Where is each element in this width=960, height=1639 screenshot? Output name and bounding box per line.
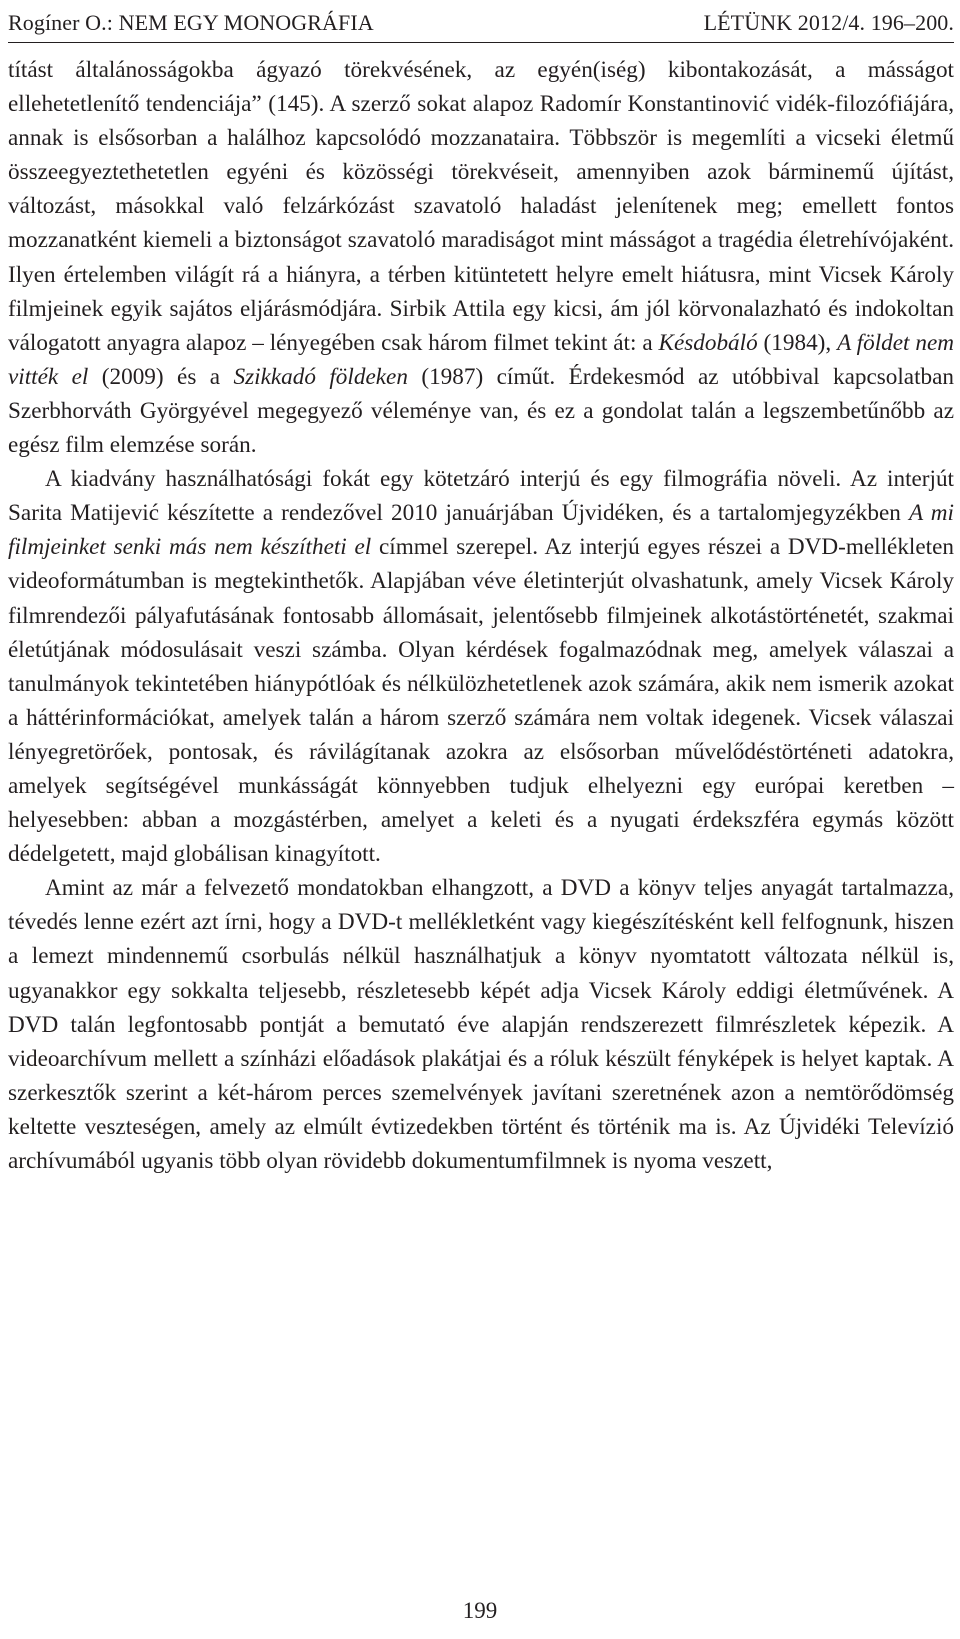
paragraph-text: (2009) és a [88, 363, 234, 390]
paragraph-text: Amint az már a felvezető mondatokban elhangzott, a DVD a könyv teljes anyagát tartalmazza, tévedés lenne ezért azt írni, hogy a DVD-t mellékletként vagy kiegészítésként kell felfognunk, hiszen a lemezt mindennemű csorbulás nélkül használhatjuk a könyv nyomtatott változata nélkül is, ugyanakkor egy sokkalta teljesebb, részletesebb képét adja Vicsek Károly eddigi életművének. A DVD talán legfontosabb pontját a bemutató éve alapján rendszerezett filmrészletek képezik. A videoarchívum mellett a színházi előadások plakátjai és a róluk készült fényképek is helyet kaptak. A szerkesztők szerint a két-három perces szemelvények javítani szeretnének azon a nemtörődömség keltette veszteségen, amely az elmúlt évtizedekben történt és történik ma is. Az Újvidéki Televízió archívumából ugyanis több olyan rövidebb dokumentumfilmnek is nyoma veszett, [8, 875, 954, 1174]
running-header-journal-citation: LÉTÜNK 2012/4. 196–200. [703, 10, 954, 35]
paragraph-2 [8, 462, 954, 871]
paragraph-text: (1987) címűt. Érdekesmód az utóbbival kapcsolatban Szerbhorváth Györgyével megegyező véleménye van, és ez a gondolat talán a legszembetűnőbb az egész film elemzése során. [8, 363, 955, 459]
italic-title-text: Szikkadó földeken [233, 363, 408, 390]
paragraph-text: A kiadvány használhatósági fokát egy kötetzáró interjú és egy filmográfia növeli. Az interjút Sarita Matijević készítette a rendezővel 2010 januárjában Újvidéken, és a tartalomjegyzékben [8, 466, 954, 527]
article-body [8, 53, 954, 1178]
running-header [8, 6, 954, 40]
italic-title-text: Késdobáló [658, 329, 758, 356]
paragraph-text: títást általánosságokba ágyazó törekvésének, az egyén(iség) kibontakozását, a másságot ellehetetlenítő tendenciája” (145). A szerző sokat alapoz Radomír Konstantinović vidék-filozófiájára, annak is elsősorban a halálhoz kapcsolódó mozzanataira. Többször is megemlíti a vicseki életmű összeegyeztethetetlen egyéni és közösségi törekvéseit, amennyiben azok bárminemű újítást, változást, másokkal való felzárkózást szavatoló haladást jelenítenek meg; emellett fontos mozzanatként kiemeli a biztonságot szavatoló maradiságot mint másságot a tragédia életrehívójaként. Ilyen értelemben világít rá a hiányra, a térben kitüntetett helyre emelt hiátusra, mint Vicsek Károly filmjeinek egyik sajátos eljárásmódjára. Sirbik Attila egy kicsi, ám jól körvonalazható és indokoltan válogatott anyagra alapoz – lényegében csak három filmet tekint át: a [8, 57, 954, 356]
page-number: 199 [462, 1598, 498, 1623]
paragraph-text: (1984), [757, 329, 838, 356]
paragraph-3 [8, 871, 954, 1178]
italic-title-text: A mi filmjeinket senki más nem készítheti el [8, 500, 954, 561]
paragraph-text: címmel szerepel. Az interjú egyes részei a DVD-mellékleten videoformátumban is megtekinthetők. Alapjában véve életinterjút olvashatunk, amely Vicsek Károly filmrendezői pályafutásának fontosabb állomásait, jelentősebb filmjeinek alkotástörténetét, szakmai életútjának módosulásait veszi számba. Olyan kérdések fogalmazódnak meg, amelyek válaszai a tanulmányok tekintetében hiánypótlóak és nélkülözhetetlenek azok számára, akik nem ismerik azokat a háttérinformációkat, amelyek talán a három szerző számára nem voltak idegenek. Vicsek válaszai lényegretörőek, pontosak, és rávilágítanak azokra az elsősorban művelődéstörténeti adatokra, amelyek segítségével munkásságát könnyebben tudjuk elhelyezni egy európai keretben – helyesebben: abban a mozgástérben, amelyet a keleti és a nyugati érdekszféra egymás között dédelgetett, majd globálisan kinagyított. [8, 534, 954, 868]
running-header-author-title: Rogíner O.: NEM EGY MONOGRÁFIA [8, 10, 374, 35]
header-rule [8, 42, 954, 43]
italic-title-text: A földet nem vitték el [8, 329, 954, 390]
paragraph-1 [8, 53, 954, 462]
